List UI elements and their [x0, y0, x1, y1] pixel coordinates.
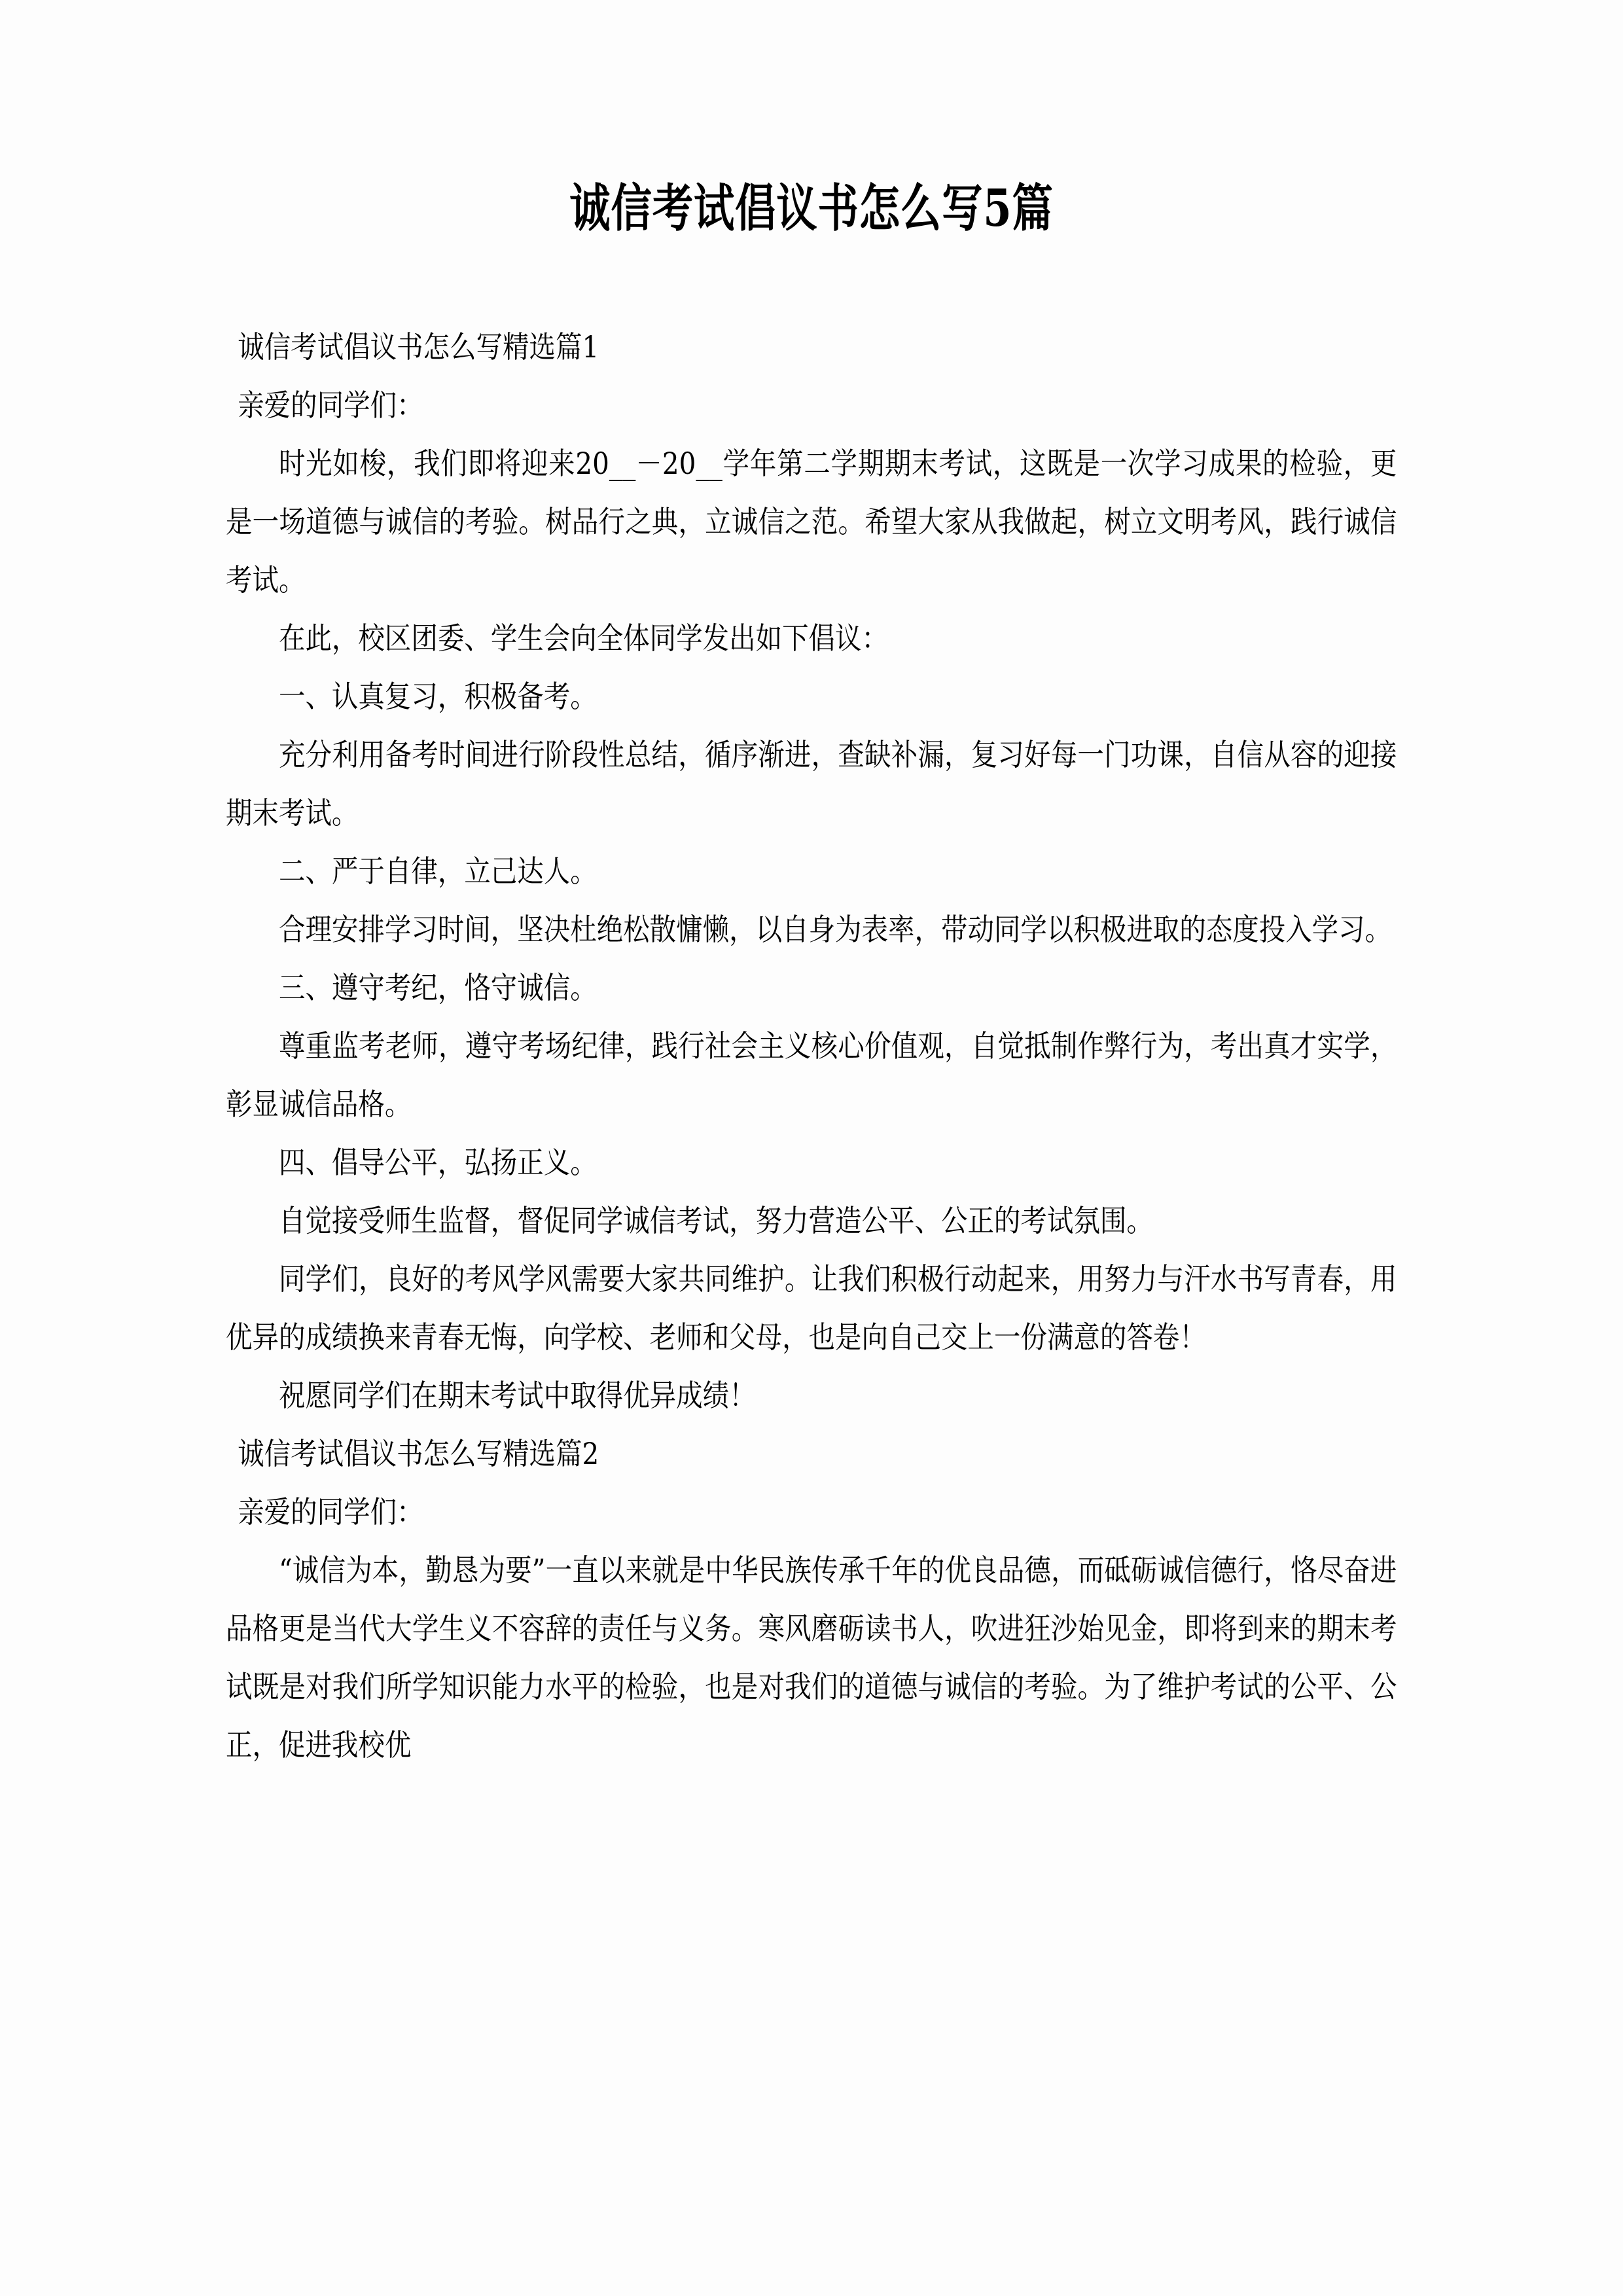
body-paragraph: 三、遵守考纪，恪守诚信。 [278, 969, 597, 1005]
body-paragraph: “诚信为本，勤恳为要”一直以来就是中华民族传承千年的优良品德，而砥砺诚信德行，恪尽奋进品格更是当代大学生义不容辞的责任与义务。寒风磨砺读书人，吹进狂沙始见金，即将到来的期末考试既是对我们所学知识能力水平的检验，也是对我们的道德与诚信的考验。为了维护考试的公平、公正，促进我校优 [226, 1552, 1397, 1763]
body-paragraph: 合理安排学习时间，坚决杜绝松散慵懒，以自身为表率，带动同学以积极进取的态度投入学习。 [278, 911, 1392, 947]
body-paragraph: 自觉接受师生监督，督促同学诚信考试，努力营造公平、公正的考试氛围。 [278, 1202, 1153, 1238]
body-paragraph: 在此，校区团委、学生会向全体同学发出如下倡议： [278, 620, 889, 656]
body-paragraph: 同学们，良好的考风学风需要大家共同维护。让我们积极行动起来，用努力与汗水书写青春，用优异的成绩换来青春无悔，向学校、老师和父母，也是向自己交上一份满意的答卷！ [226, 1261, 1397, 1355]
section-heading: 诚信考试倡议书怎么写精选篇2 [238, 1435, 599, 1471]
body-paragraph: 一、认真复习，积极备考。 [278, 678, 597, 714]
body-paragraph: 时光如梭，我们即将迎来20__－20__学年第二学期期末考试，这既是一次学习成果的检验，更是一场道德与诚信的考验。树品行之典，立诚信之范。希望大家从我做起，树立文明考风，践行诚信考试。 [226, 445, 1397, 598]
body-paragraph: 充分利用备考时间进行阶段性总结，循序渐进，查缺补漏，复习好每一门功课，自信从容的迎接期末考试。 [226, 736, 1397, 831]
document-content-column [226, 0, 1397, 1774]
salutation: 亲爱的同学们： [238, 1494, 423, 1530]
page-title: 诚信考试倡议书怎么写5篇 [569, 179, 1054, 238]
body-paragraph: 四、倡导公平，弘扬正义。 [278, 1144, 597, 1180]
section-heading: 诚信考试倡议书怎么写精选篇1 [238, 329, 599, 365]
body-paragraph: 二、严于自律，立己达人。 [278, 853, 597, 889]
salutation: 亲爱的同学们： [238, 387, 423, 423]
body-paragraph: 尊重监考老师，遵守考场纪律，践行社会主义核心价值观，自觉抵制作弊行为，考出真才实学，彰显诚信品格。 [226, 1028, 1397, 1122]
body-paragraph: 祝愿同学们在期末考试中取得优异成绩！ [278, 1377, 756, 1413]
document-body [226, 318, 1397, 1774]
